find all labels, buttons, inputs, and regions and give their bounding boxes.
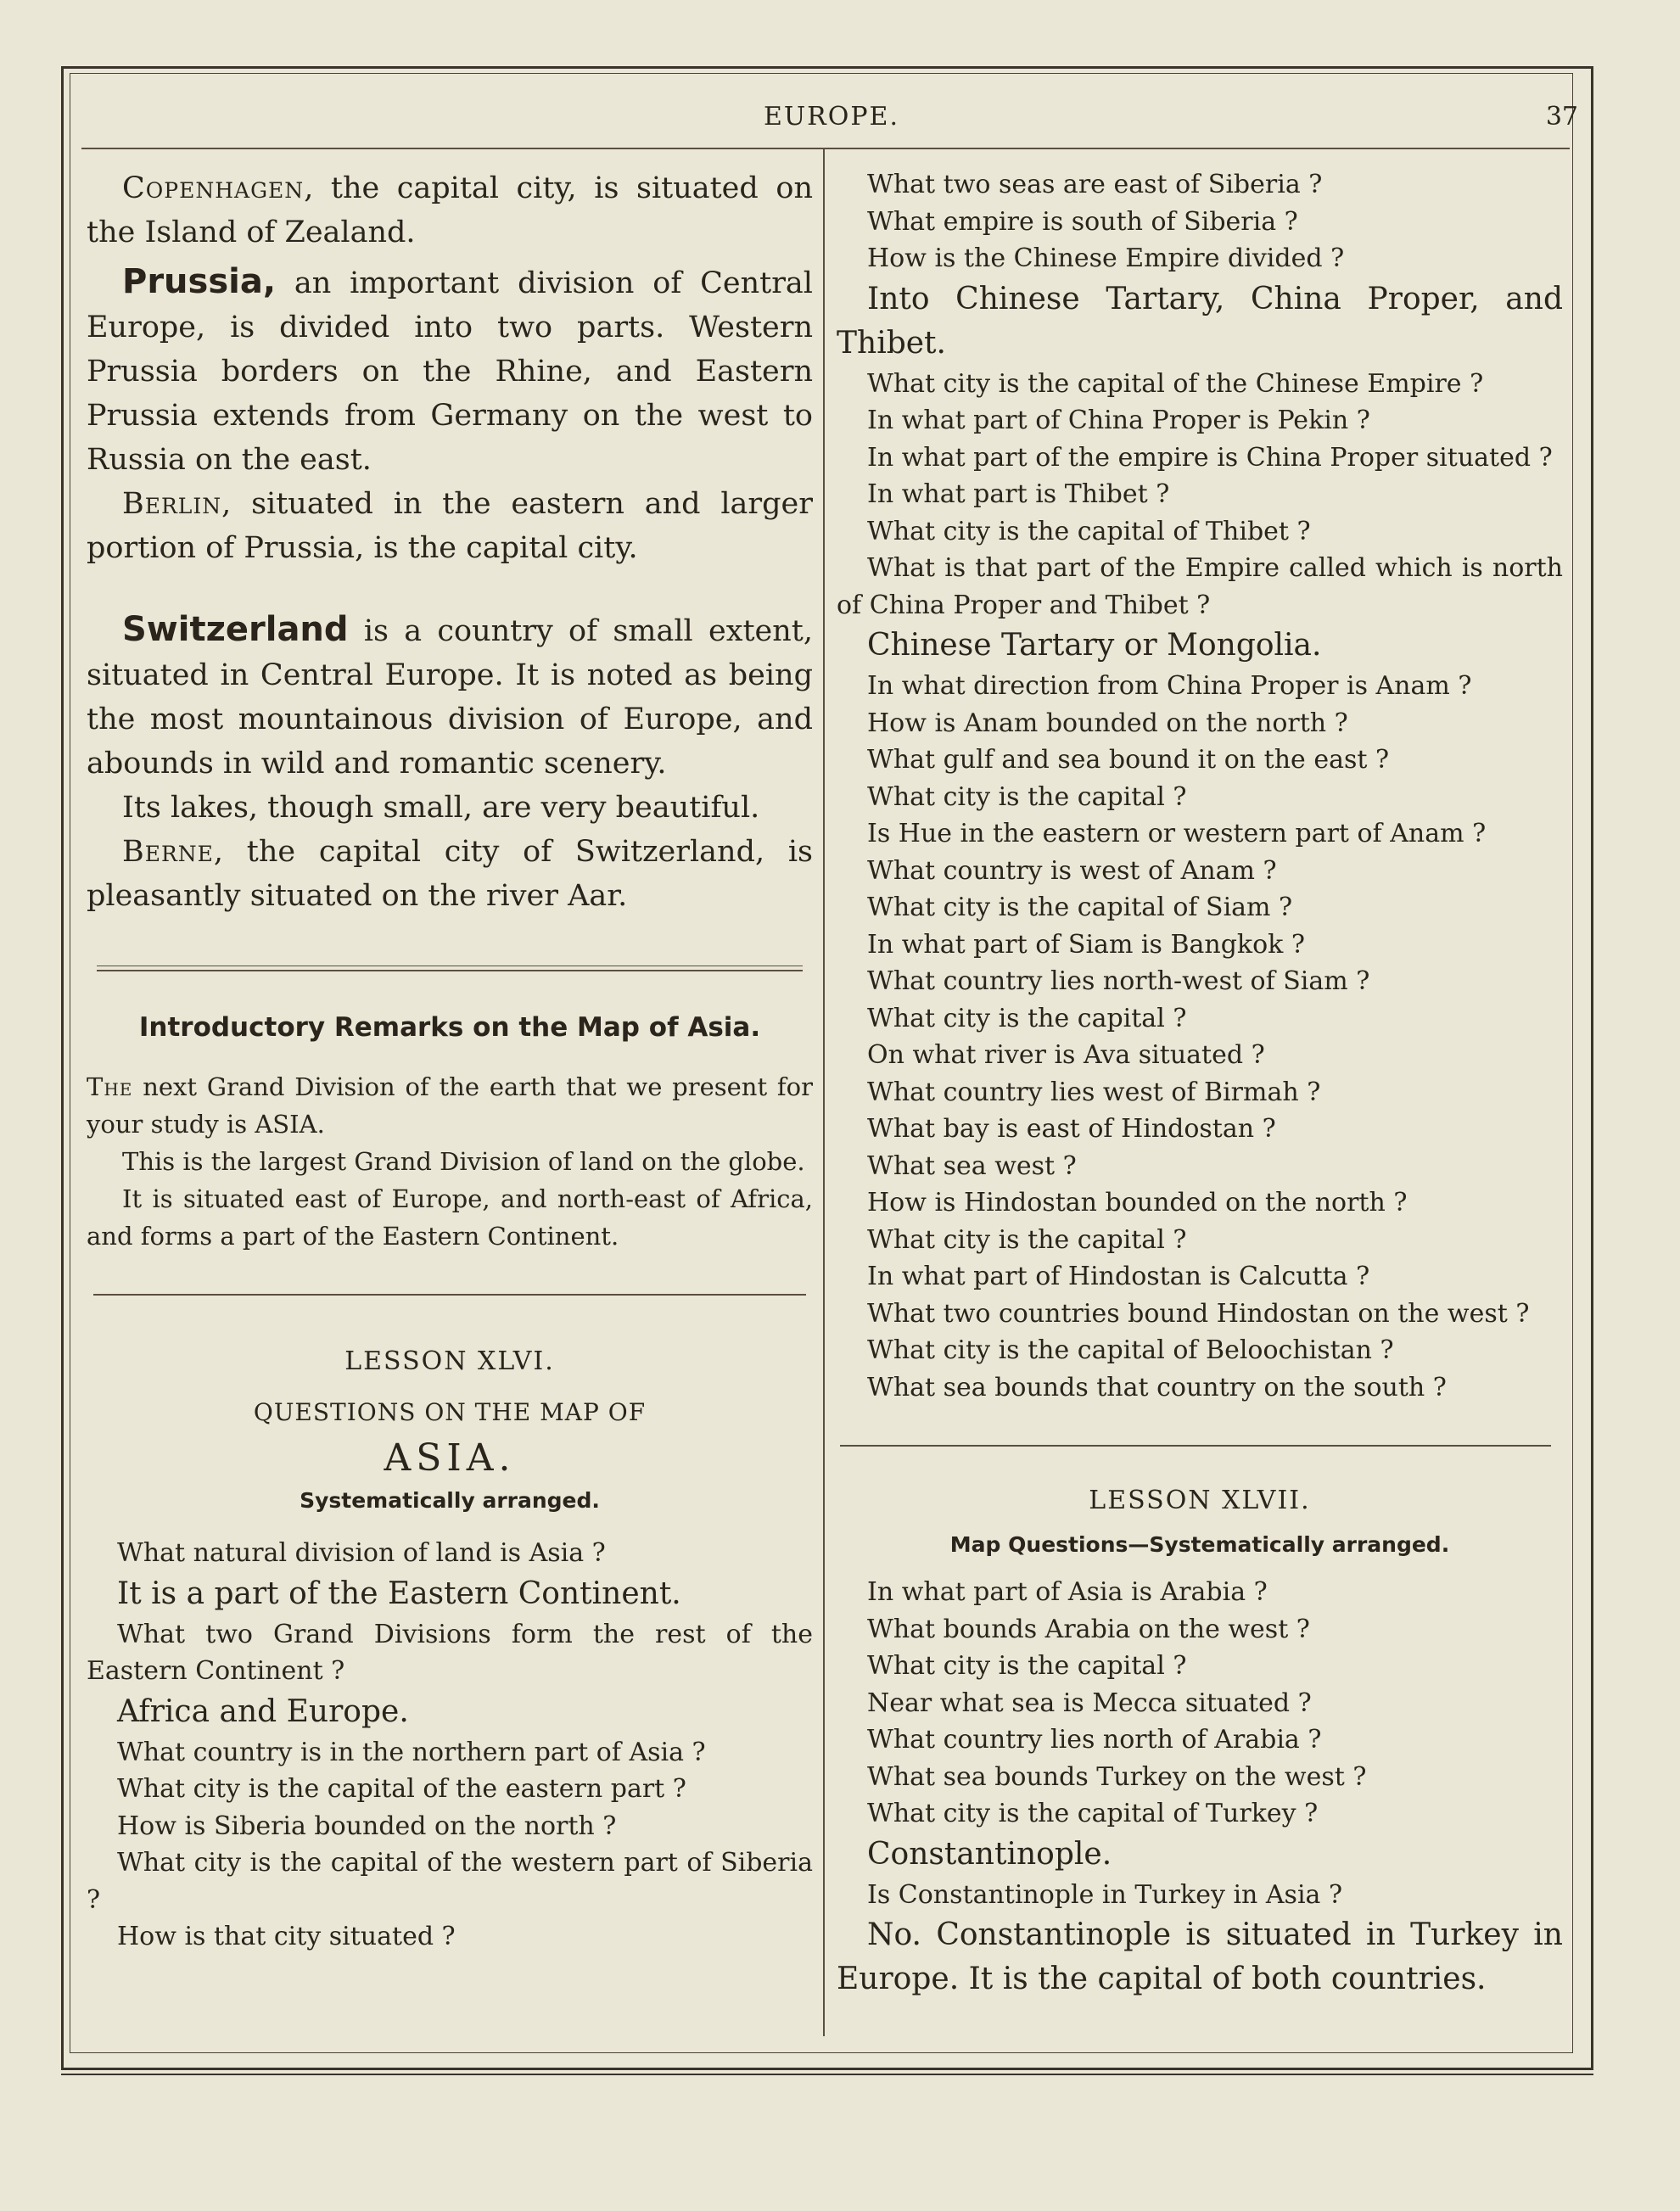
question: What country is west of Anam ? <box>867 855 1277 886</box>
question: In what part is Thibet ? <box>867 479 1170 509</box>
lead-word: The <box>87 1072 133 1101</box>
question: What two Grand Divisions form the rest of the Eastern Continent ? <box>87 1619 813 1686</box>
question: In what direction from China Proper is Anam ? <box>867 671 1472 701</box>
question: What city is the capital of the eastern part ? <box>117 1774 686 1804</box>
paragraph-berne <box>87 830 813 918</box>
lesson-subtitle: QUESTIONS ON THE MAP OF <box>253 1398 647 1426</box>
paragraph-copenhagen <box>87 166 813 255</box>
question: In what part of Siam is Bangkok ? <box>867 929 1305 960</box>
question: How is that city situated ? <box>117 1922 456 1951</box>
question: What is that part of the Empire called which is north of China Proper and Thibet ? <box>837 553 1563 620</box>
page-border-bottom-rule <box>61 2074 1593 2075</box>
paragraph-lakes: Its lakes, though small, are very beautiful. <box>122 791 760 825</box>
question: Is Hue in the eastern or western part of Anam ? <box>867 819 1487 848</box>
question: What sea bounds Turkey on the west ? <box>867 1761 1367 1792</box>
question: What city is the capital of Siam ? <box>867 893 1293 922</box>
question-list <box>837 1574 1563 2001</box>
lesson-note: Map Questions—Systematically arranged. <box>949 1532 1450 1557</box>
question: What city is the capital of Turkey ? <box>867 1799 1319 1828</box>
question: How is Siberia bounded on the north ? <box>117 1811 617 1841</box>
question: On what river is Ava situated ? <box>867 1040 1265 1070</box>
country-heading: Switzerland <box>122 610 349 649</box>
question-list <box>837 166 1563 1406</box>
question: Near what sea is Mecca situated ? <box>867 1688 1312 1718</box>
answer: Constantinople. <box>867 1836 1112 1872</box>
question: What city is the capital of the western part of Siberia ? <box>87 1848 813 1915</box>
country-heading: Prussia, <box>122 262 277 301</box>
question: What empire is south of Siberia ? <box>867 206 1298 237</box>
paragraph-text: is a country of small extent, situated in Central Europe. It is noted as being the most mountainous division of Europe, and abounds in wild and romantic scenery. <box>87 614 813 781</box>
question: What two countries bound Hindostan on the west ? <box>867 1298 1530 1329</box>
question: In what part of China Proper is Pekin ? <box>867 406 1370 435</box>
question: What bounds Arabia on the west ? <box>867 1614 1310 1644</box>
question: In what part of Asia is Arabia ? <box>867 1577 1268 1607</box>
right-column <box>837 166 1563 2001</box>
question: Is Constantinople in Turkey in Asia ? <box>867 1879 1343 1910</box>
remarks-paragraph: This is the largest Grand Division of land on the globe. <box>122 1147 805 1176</box>
section-divider <box>840 1445 1551 1447</box>
question: What city is the capital ? <box>867 781 1187 812</box>
answer: No. Constantinople is situated in Turkey in Europe. It is the capital of both countries. <box>837 1917 1563 1996</box>
question: What city is the capital ? <box>867 1651 1187 1681</box>
answer: Africa and Europe. <box>117 1693 409 1729</box>
question: What country lies west of Birmah ? <box>867 1077 1321 1107</box>
paragraph-text: , situated in the eastern and larger portion of Prussia, is the capital city. <box>87 487 813 565</box>
lesson-title: LESSON XLVII. <box>1089 1486 1311 1515</box>
place-name: Berne <box>122 835 214 869</box>
section-divider <box>97 966 803 971</box>
question: What country lies north of Arabia ? <box>867 1725 1322 1755</box>
lesson-title: LESSON XLVI. <box>344 1346 555 1376</box>
question: What city is the capital of Thibet ? <box>867 516 1311 546</box>
running-head: EUROPE. <box>764 102 899 132</box>
page-number: 37 <box>1545 102 1578 132</box>
question: What bay is east of Hindostan ? <box>867 1114 1276 1144</box>
paragraph-prussia <box>87 260 813 482</box>
question: What gulf and sea bound it on the east ? <box>867 745 1390 775</box>
question: What city is the capital of the Chinese Empire ? <box>867 368 1484 399</box>
question: What two seas are east of Siberia ? <box>867 170 1323 199</box>
header-rule <box>81 148 1570 149</box>
answer: Chinese Tartary or Mongolia. <box>867 628 1322 663</box>
section-divider <box>93 1294 806 1296</box>
paragraph-text: next Grand Division of the earth that we present for your study is ASIA. <box>87 1072 813 1139</box>
lesson-note: Systematically arranged. <box>300 1488 600 1513</box>
question: How is Hindostan bounded on the north ? <box>867 1188 1408 1217</box>
remarks-paragraph: It is situated east of Europe, and north-east of Africa, and forms a part of the Eastern Continent. <box>87 1184 813 1251</box>
column-divider <box>823 149 825 2036</box>
question: How is the Chinese Empire divided ? <box>867 243 1345 273</box>
remarks-paragraph <box>87 1068 813 1143</box>
paragraph-text: , the capital city, is situated on the Island of Zealand. <box>87 171 813 249</box>
paragraph-text: , the capital city of Switzerland, is pleasantly situated on the river Aar. <box>87 835 813 913</box>
question: What city is the capital ? <box>867 1224 1187 1255</box>
question-list <box>87 1535 813 1956</box>
left-column <box>87 166 813 1956</box>
question: What sea west ? <box>867 1150 1077 1181</box>
question: What sea bounds that country on the south ? <box>867 1372 1447 1402</box>
question: What city is the capital of Beloochistan ? <box>867 1335 1394 1365</box>
remarks-title: Introductory Remarks on the Map of Asia. <box>138 1012 761 1043</box>
question: What natural division of land is Asia ? <box>117 1538 606 1568</box>
paragraph-text: an important division of Central Europe, is divided into two parts. Western Prussia borders on the Rhine, and Eastern Prussia extends from Germany on the west to Russia on the east. <box>87 266 813 477</box>
answer: It is a part of the Eastern Continent. <box>117 1576 681 1611</box>
lesson-heading: ASIA. <box>384 1436 516 1480</box>
question: What country lies north-west of Siam ? <box>867 966 1370 996</box>
question: How is Anam bounded on the north ? <box>867 708 1348 738</box>
question: In what part of Hindostan is Calcutta ? <box>867 1262 1370 1291</box>
place-name: Berlin <box>122 487 222 521</box>
paragraph-berlin <box>87 482 813 570</box>
answer: Into Chinese Tartary, China Proper, and Thibet. <box>837 281 1563 361</box>
question: What country is in the northern part of Asia ? <box>117 1737 706 1767</box>
remarks-section <box>87 1068 813 1255</box>
place-name: Copenhagen <box>122 171 305 205</box>
question: In what part of the empire is China Proper situated ? <box>867 442 1553 473</box>
paragraph-switzerland <box>87 607 813 786</box>
question: What city is the capital ? <box>867 1003 1187 1033</box>
